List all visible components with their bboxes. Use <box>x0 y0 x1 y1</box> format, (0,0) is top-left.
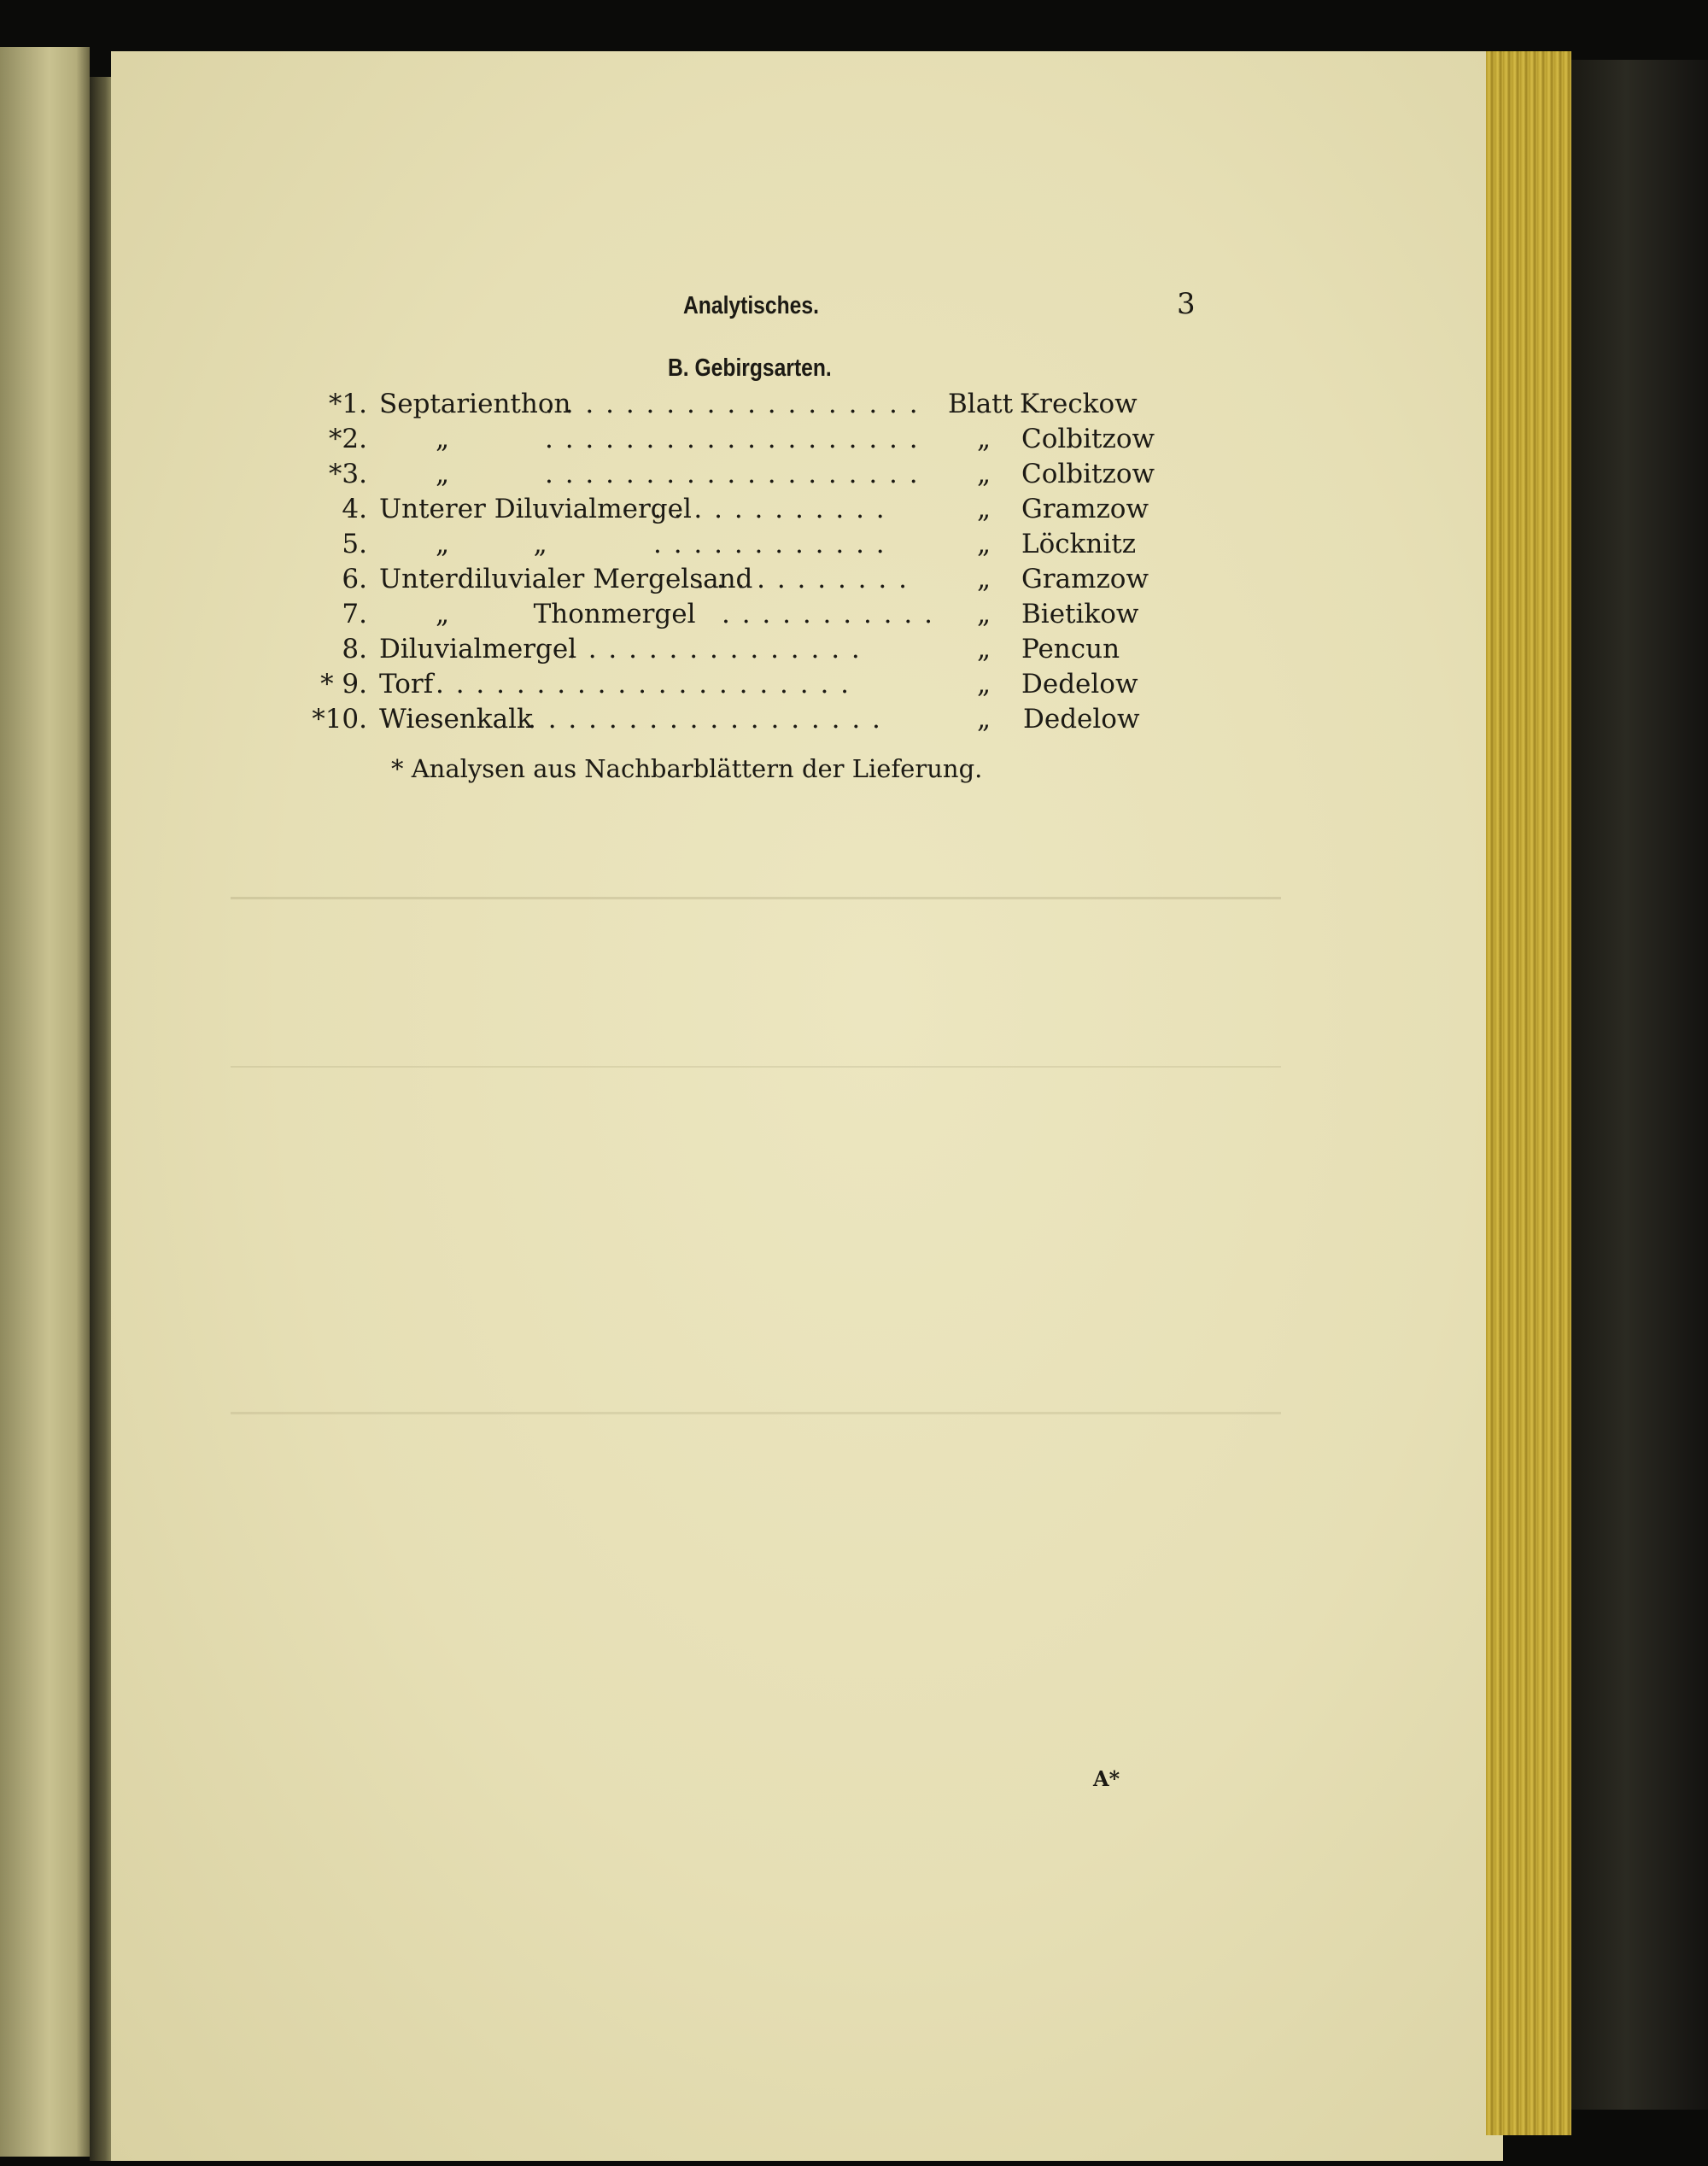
entry-name: Wiesenkalk <box>379 704 533 735</box>
list-item <box>307 459 1161 493</box>
entry-number: * 9. <box>320 669 367 700</box>
left-page-edge <box>0 47 90 2157</box>
entry-number: *10. <box>312 704 367 735</box>
list-item <box>307 389 1161 423</box>
section-heading: B. Gebirgsarten. <box>668 354 832 382</box>
list-item <box>307 599 1161 633</box>
entry-location: Kreckow <box>1020 389 1138 419</box>
leader-dots: . . . . . . . . . . . . . . . . . . . . . <box>436 669 851 700</box>
entry-number: 7. <box>342 599 367 629</box>
blatt-label: Blatt <box>948 389 1014 419</box>
entry-location: Gramzow <box>1021 494 1149 524</box>
entry-location: Löcknitz <box>1021 529 1137 559</box>
entry-name: „ Thonmergel <box>436 599 696 629</box>
entry-number: *1. <box>328 389 367 419</box>
entry-location: Dedelow <box>1021 669 1138 700</box>
ditto-mark: „ <box>977 494 991 524</box>
ditto-mark: „ <box>977 599 991 629</box>
list-item <box>307 529 1161 563</box>
running-header: Analytisches. <box>683 292 819 319</box>
leader-dots: . . . . . . . . . . . . . . . <box>568 634 862 664</box>
entry-location: Bietikow <box>1021 599 1139 629</box>
signature-mark: A* <box>1093 1766 1120 1791</box>
leader-dots: . . . . . . . . . . . . . . . . . . . <box>545 389 920 419</box>
leader-dots: . . . . . . . . . . . <box>696 564 909 594</box>
ditto-mark: „ <box>977 669 991 700</box>
ditto-mark: „ <box>977 564 991 594</box>
entry-location: Dedelow <box>1023 704 1140 735</box>
leader-dots: . . . . . . . . . . . . . . . . . . . <box>545 459 920 489</box>
entry-name: Diluvialmergel <box>379 634 577 664</box>
footnote: * Analysen aus Nachbarblättern der Lieferung. <box>391 754 983 783</box>
entry-number: 8. <box>342 634 367 664</box>
entry-number: *2. <box>328 424 367 454</box>
list-item <box>307 424 1161 458</box>
ditto-mark: „ <box>977 634 991 664</box>
list-item <box>307 704 1161 738</box>
ditto-mark: „ <box>977 704 991 735</box>
page-block-edge <box>1486 51 1571 2135</box>
entry-location: Pencun <box>1021 634 1120 664</box>
list-item <box>307 634 1161 668</box>
entry-number: 4. <box>342 494 367 524</box>
entry-name: Torf <box>379 669 434 700</box>
bleed-through-ghost <box>231 897 1281 1414</box>
entry-number: 6. <box>342 564 367 594</box>
page-number: 3 <box>1177 287 1196 321</box>
list-item <box>307 564 1161 598</box>
entry-name: Septarienthon <box>379 389 571 419</box>
list-item <box>307 669 1161 703</box>
leader-dots: . . . . . . . . . . . <box>722 599 934 629</box>
entry-number: 5. <box>342 529 367 559</box>
ditto-mark: „ <box>977 459 991 489</box>
list-item <box>307 494 1161 528</box>
leader-dots: . . . . . . . . . . . . . . . . . . . <box>545 424 920 454</box>
entry-name: Unterdiluvialer Mergelsand <box>379 564 753 594</box>
entry-name: „ <box>436 424 450 454</box>
leader-dots: . . . . . . . . . . . . <box>653 494 886 524</box>
ditto-mark: „ <box>977 529 991 559</box>
entry-name: „ „ <box>436 529 547 559</box>
leader-dots: . . . . . . . . . . . . . . . . . . <box>528 704 882 735</box>
book-cover <box>1571 60 1708 2110</box>
entry-location: Gramzow <box>1021 564 1149 594</box>
leader-dots: . . . . . . . . . . . . <box>653 529 886 559</box>
entry-location: Colbitzow <box>1021 424 1155 454</box>
entry-location: Colbitzow <box>1021 459 1155 489</box>
entry-number: *3. <box>328 459 367 489</box>
entry-name: „ <box>436 459 450 489</box>
ditto-mark: „ <box>977 424 991 454</box>
entry-name: Unterer Diluvialmergel <box>379 494 692 524</box>
